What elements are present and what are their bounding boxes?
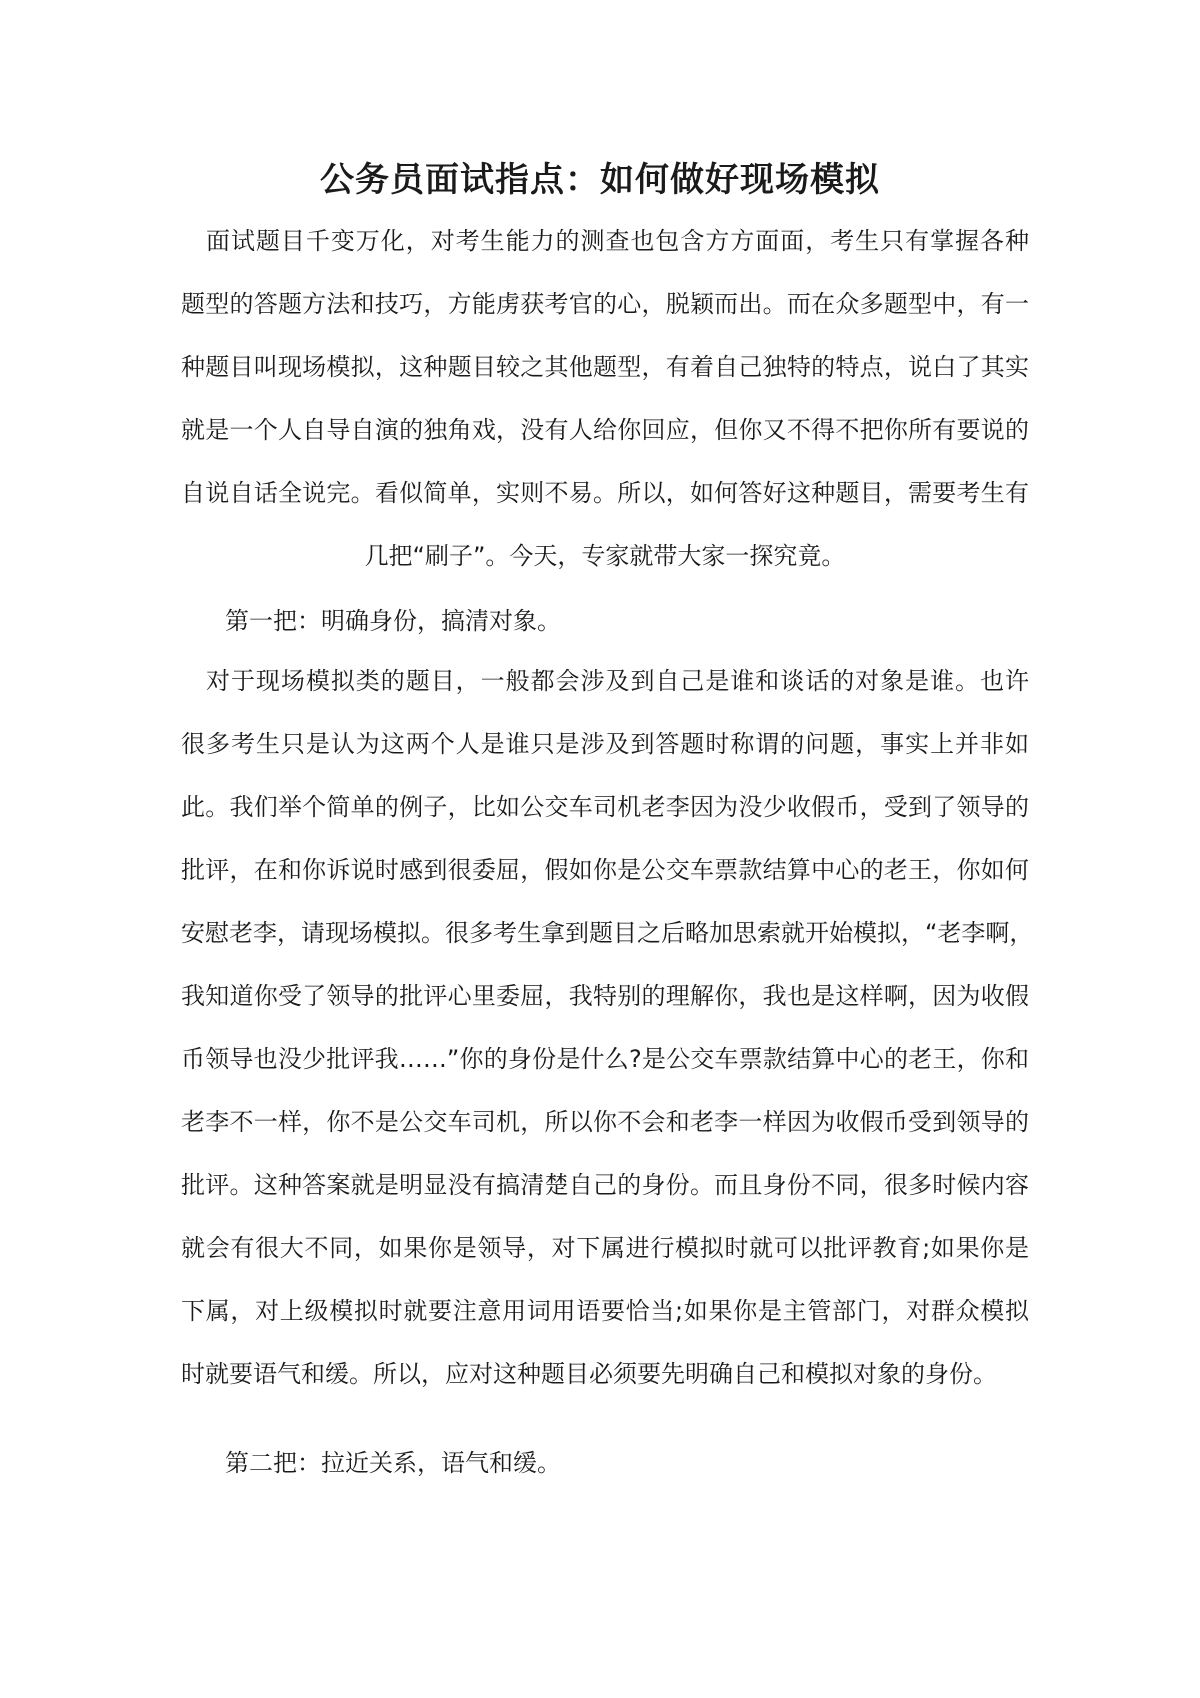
text-line: 此。我们举个简单的例子，比如公交车司机老李因为没少收假币，受到了领导的 (181, 793, 1029, 821)
document-title: 公务员面试指点：如何做好现场模拟 (320, 160, 880, 200)
text-line: 就是一个人自导自演的独角戏，没有人给你回应，但你又不得不把你所有要说的 (181, 416, 1029, 444)
section-1-heading-block (181, 590, 1029, 653)
text-line: 题型的答题方法和技巧，方能虏获考官的心，脱颖而出。而在众多题型中，有一 (181, 290, 1029, 318)
section-1-paragraph (181, 650, 1034, 1406)
text-line: 安慰老李，请现场模拟。很多考生拿到题目之后略加思索就开始模拟，“老李啊， (181, 919, 1034, 947)
text-line: 时就要语气和缓。所以，应对这种题目必须要先明确自己和模拟对象的身份。 (181, 1360, 997, 1388)
text-line: 币领导也没少批评我……”你的身份是什么?是公交车票款结算中心的老王，你和 (181, 1045, 1029, 1073)
text-line: 几把“刷子”。今天，专家就带大家一探究竟。 (364, 542, 846, 570)
text-line: 很多考生只是认为这两个人是谁只是涉及到答题时称谓的问题，事实上并非如 (181, 730, 1029, 758)
section-2-heading-block (181, 1432, 1029, 1495)
text-line: 面试题目千变万化，对考生能力的测查也包含方方面面，考生只有掌握各种 (181, 227, 1029, 255)
text-line: 对于现场模拟类的题目，一般都会涉及到自己是谁和谈话的对象是谁。也许 (181, 667, 1029, 695)
text-line: 自说自话全说完。看似简单，实则不易。所以，如何答好这种题目，需要考生有 (181, 479, 1029, 507)
text-line: 我知道你受了领导的批评心里委屈，我特别的理解你，我也是这样啊，因为收假 (181, 982, 1029, 1010)
text-line: 种题目叫现场模拟，这种题目较之其他题型，有着自己独特的特点，说白了其实 (181, 353, 1029, 381)
section-2-heading: 第二把：拉近关系，语气和缓。 (225, 1449, 561, 1477)
text-line: 就会有很大不同，如果你是领导，对下属进行模拟时就可以批评教育;如果你是 (181, 1234, 1029, 1262)
text-line: 批评，在和你诉说时感到很委屈，假如你是公交车票款结算中心的老王，你如何 (181, 856, 1029, 884)
section-1-heading: 第一把：明确身份，搞清对象。 (225, 607, 561, 635)
intro-paragraph (181, 210, 1029, 588)
text-line: 老李不一样，你不是公交车司机，所以你不会和老李一样因为收假币受到领导的 (181, 1108, 1029, 1136)
text-line: 批评。这种答案就是明显没有搞清楚自己的身份。而且身份不同，很多时候内容 (181, 1171, 1029, 1199)
text-line: 下属，对上级模拟时就要注意用词用语要恰当;如果你是主管部门，对群众模拟 (181, 1297, 1029, 1325)
